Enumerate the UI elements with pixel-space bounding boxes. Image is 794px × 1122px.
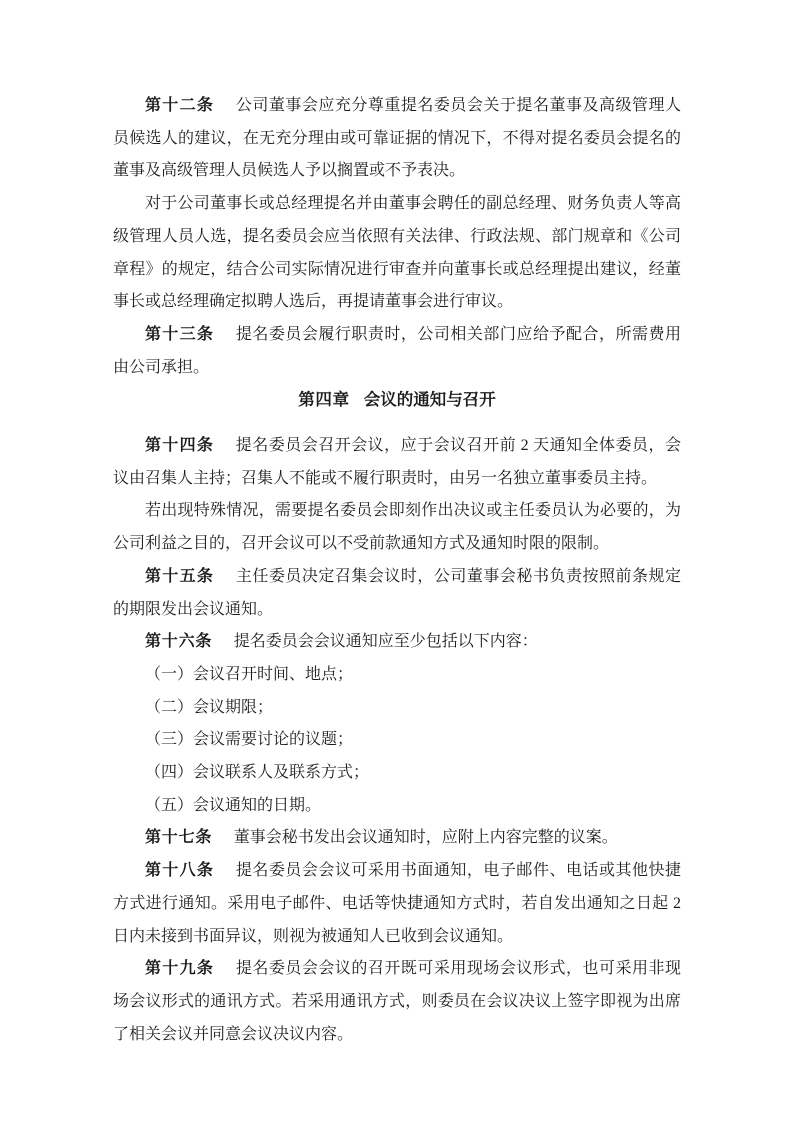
notice-item-3-text: （三）会议需要讨论的议题； — [145, 731, 354, 749]
article-18-label: 第十八条 — [145, 862, 215, 880]
chapter-4-heading — [113, 384, 681, 417]
article-15-paragraph — [113, 561, 681, 626]
notice-item-5-text: （五）会议通知的日期。 — [145, 796, 322, 814]
article-15-label: 第十五条 — [145, 567, 215, 585]
article-16-paragraph — [113, 626, 681, 659]
article-13-text: 提名委员会履行职责时，公司相关部门应给予配合，所需费用由公司承担。 — [113, 325, 681, 376]
article-13-label: 第十三条 — [145, 325, 215, 343]
article-17-text: 董事会秘书发出会议通知时，应附上内容完整的议案。 — [233, 829, 618, 847]
article-14-paragraph — [113, 430, 681, 495]
article-18-paragraph — [113, 855, 681, 953]
article-19-label: 第十九条 — [145, 960, 215, 978]
article-18-text: 提名委员会会议可采用书面通知，电子邮件、电话或其他快捷方式进行通知。采用电子邮件、电话等快捷通知方式时，若自发出通知之日起 2 日内未接到书面异议，则视为被通知人已收到会议通知。 — [113, 862, 681, 945]
notice-item-4 — [113, 757, 681, 790]
article-19-text: 提名委员会会议的召开既可采用现场会议形式，也可采用非现场会议形式的通讯方式。若采用通讯方式，则委员在会议决议上签字即视为出席了相关会议并同意会议决议内容。 — [113, 960, 681, 1043]
article-12-paragraph — [113, 90, 681, 188]
notice-item-4-text: （四）会议联系人及联系方式； — [145, 764, 370, 782]
article-16-label: 第十六条 — [145, 633, 213, 651]
article-14-label: 第十四条 — [145, 437, 215, 455]
chapter-4-heading-title: 会议的通知与召开 — [363, 390, 496, 410]
notice-item-2-text: （二）会议期限； — [145, 698, 274, 716]
article-12-label: 第十二条 — [145, 97, 215, 114]
continuation-paragraph-1 — [113, 188, 681, 319]
chapter-4-heading-label: 第四章 — [298, 390, 350, 410]
notice-item-1-text: （一）会议召开时间、地点； — [145, 665, 354, 683]
article-17-paragraph — [113, 822, 681, 855]
continuation-paragraph-1-text: 对于公司董事长或总经理提名并由董事会聘任的副总经理、财务负责人等高级管理人员人选，提名委员会应当依照有关法律、行政法规、部门规章和《公司章程》的规定，结合公司实际情况进行审查并向董事长或总经理提出建议，经董事长或总经理确定拟聘人选后，再提请董事会进行审议。 — [113, 195, 681, 311]
notice-item-5 — [113, 790, 681, 823]
continuation-paragraph-2-text: 若出现特殊情况，需要提名委员会即刻作出决议或主任委员认为必要的，为公司利益之目的，召开会议可以不受前款通知方式及通知时限的限制。 — [113, 502, 681, 553]
article-12-text: 公司董事会应充分尊重提名委员会关于提名董事及高级管理人员候选人的建议，在无充分理由或可靠证据的情况下，不得对提名委员会提名的董事及高级管理人员候选人予以搁置或不予表决。 — [113, 97, 681, 180]
article-19-paragraph — [113, 953, 681, 1051]
notice-item-1 — [113, 659, 681, 692]
document-body — [113, 90, 681, 1051]
article-16-text: 提名委员会会议通知应至少包括以下内容： — [233, 633, 538, 651]
notice-item-3 — [113, 724, 681, 757]
continuation-paragraph-2 — [113, 495, 681, 560]
article-14-text: 提名委员会召开会议，应于会议召开前 2 天通知全体委员，会议由召集人主持；召集人不能或不履行职责时，由另一名独立董事委员主持。 — [113, 437, 681, 487]
article-17-label: 第十七条 — [145, 829, 213, 847]
article-13-paragraph — [113, 319, 681, 384]
article-15-text: 主任委员决定召集会议时，公司董事会秘书负责按照前条规定的期限发出会议通知。 — [113, 567, 681, 618]
notice-item-2 — [113, 692, 681, 725]
